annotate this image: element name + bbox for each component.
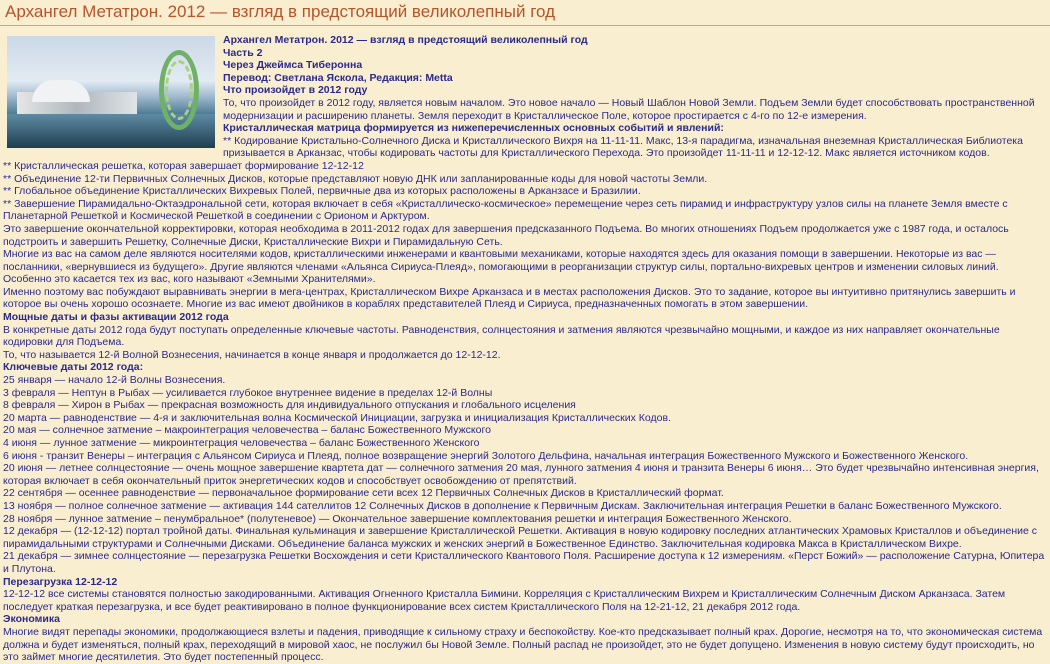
section-subheading: Мощные даты и фазы активации 2012 года: [3, 311, 229, 324]
section-subheading: Перезагрузка 12-12-12: [3, 575, 118, 588]
photo-dome: [32, 80, 90, 102]
section-subheading: Кристаллическая матрица формируется из нижеперечисленных основных событий и явлений:: [223, 122, 724, 135]
paragraph: 20 марта — равноденствие — 4-я и заключительная волна Космической Инициации, загрузка и инициализация Кристаллических Кодов.: [3, 411, 671, 424]
section-heading: Что произойдет в 2012 году: [223, 84, 368, 97]
paragraph: 6 июня - транзит Венеры – интеграция с Альянсом Сириуса и Плеяд, полное возвращение энергий Золотого Дельфина, начальная интеграция Божественного Мужского и Божественного Женского.: [3, 449, 969, 462]
paragraph: То, что называется 12-й Волной Вознесения, начинается в конце января и продолжается до 12-12-12.: [3, 348, 501, 361]
paragraph: ** Завершение Пирамидально-Октаэдрональной сети, которая включает в себя «Кристаллическо-космическое» перемещение через сеть пирамид и инфраструктуру узлов силы на планете Земля вместе с Планетарной Решеткой и Космической Решеткой в соединении с Орионом и Арктуром.: [3, 197, 1008, 223]
paragraph: 20 июня — летнее солнцестояние — очень мощное завершение квартета дат — солнечного затмения 20 мая, лунного затмения 4 июня и транзита Венеры 6 июня… Это будет чрезвычайно интенсивная энергия, которая включает в себя окончательный приток энергетических кодов и способствует освобождению от препятствий.: [3, 462, 1039, 487]
paragraph: Многие видят перепады экономики, продолжающиеся взлеты и падения, приводящие к сильному страху и беспокойству. Кое-кто предсказывает полный крах. Дорогие, несмотря на то, что экономическая система должна и будет изменяться, полный крах, переходящий в мировой хаос, не послужил бы Новой Земле. Полный распад не произойдет, это не будет допущено. Изменения в новую систему будут происходить, но это займет многие десятилетия. Это будет постепенный процесс.: [3, 625, 1043, 664]
paragraph: Это завершение окончательной корректировки, которая необходима в 2011-2012 годах для завершения предсказанного Подъема. Во многих отношениях Подъем продолжается уже с 1987 года, и осталось подстроить и завершить Решетку, Солнечные Диски, Кристаллические Вихри и Пирамидальную Сеть.: [3, 222, 1009, 248]
paragraph: 3 февраля — Нептун в Рыбах — усиливается глубокое внутреннее видение в пределах 12-й Волны: [3, 386, 493, 399]
paragraph: Многие из вас на самом деле являются носителями кодов, кристаллическими инженерами и квантовыми механиками, которые находятся здесь для оказания помощи в завершении. Некоторые из вас — посланники, «вернувшиеся из будущего». Другие являются членами «Альянса Сириуса-Плеяд», помогающими в реорганизации структур силы, портально-вихревых центров и изменении силовых линий. Особенно это касается тех из вас, кого называют «Земными Хранителями».: [3, 248, 999, 286]
paragraph: В конкретные даты 2012 года будут поступать определенные ключевые частоты. Равноденствия, солнцестояния и затмения являются чрезвычайно мощными, и каждое из них направляет окончательные кодировки для Подъема.: [3, 323, 1000, 349]
section-subheading: Ключевые даты 2012 года:: [3, 361, 144, 374]
article-heading: Архангел Метатрон. 2012 — взгляд в предстоящий великолепный год: [223, 34, 588, 46]
article-part: Часть 2: [223, 46, 263, 59]
paragraph: 22 сентября — осеннее равноденствие — первоначальное формирование сети всех 12 Первичных Солнечных Дисков в Кристаллический формат.: [3, 487, 724, 500]
paragraph-list: [3, 97, 1046, 664]
paragraph: ** Кристаллическая решетка, которая завершает формирование 12-12-12: [3, 159, 364, 172]
paragraph: 20 мая — солнечное затмение – макроинтеграция человечества – баланс Божественного Мужского: [3, 424, 491, 437]
article-content: [0, 26, 1050, 664]
section-subheading: Экономика: [3, 613, 60, 626]
page-title: Архангел Метатрон. 2012 — взгляд в предстоящий великолепный год: [0, 0, 1050, 26]
paragraph: 4 июня — лунное затмение — микроинтеграция человечества – баланс Божественного Женского: [3, 437, 480, 449]
paragraph: 8 февраля — Хирон в Рыбах — прекрасная возможность для индивидуального отпускания и глобального исцеления: [3, 399, 576, 412]
paragraph: 25 января — начало 12-й Волны Вознесения.: [3, 374, 226, 387]
article-photo: [7, 36, 215, 148]
paragraph: 12 декабря — (12-12-12) портал тройной даты. Финальная кульминация и завершение Кристаллической Решетки. Активация в новую кодировку последних атлантических Храмовых Кристаллов и объединение с пирамидальными структурами и Солнечными Дисками. Объединение баланса мужских и женских энергий в Божественное Единство. Заключительная кодировка Макса в Кристаллическом Вихре.: [3, 525, 1037, 550]
article-channel: Через Джеймса Тиберонна: [223, 59, 363, 72]
paragraph: 12-12-12 все системы становятся полностью закодированными. Активация Огненного Кристалла Бимини. Корреляция с Кристаллическим Вихрем и Кристаллическим Солнечным Диском Арканзаса. Затем последует краткая перезагрузка, и все будет реактивировано в полное функционирование всех систем Кристаллического Поля на 12-21-12, 21 декабря 2012 года.: [3, 588, 1006, 613]
paragraph: ** Объединение 12-ти Первичных Солнечных Дисков, которые представляют новую ДНК или запланированные коды для новой частоты Земли.: [3, 172, 708, 185]
paragraph: То, что произойдет в 2012 году, является новым началом. Это новое начало — Новый Шаблон Новой Земли. Подъем Земли будет способствовать пространственной модернизации и расширению планеты. Земля переходит в Кристаллическое Поле, которое простирается с 4-го по 12-е измерения.: [223, 96, 1035, 122]
paragraph: 21 декабря — зимнее солнцестояние — перезагрузка Решетки Восхождения и сети Кристаллического Квантового Поля. Расширение доступа к 12 измерениям. «Перст Божий» — расположение Сатурна, Юпитера и Плутона.: [3, 550, 1045, 575]
paragraph: ** Кодирование Кристально-Солнечного Диска и Кристаллического Вихря на 11-11-11. Макс, 13-я парадигма, изначальная внеземная Кристаллическая Библиотека призывается в Арканзас, чтобы кодировать частоты для Кристаллического Перехода. Это произойдет 11-11-11 и 12-12-12. Макс является источником кодов.: [223, 134, 1023, 160]
photo-ring-inner: [165, 60, 193, 120]
paragraph: ** Глобальное объединение Кристаллических Вихревых Полей, первичные два из которых расположены в Арканзасе и Бразилии.: [3, 185, 641, 198]
paragraph: 28 ноября — лунное затмение – пенумбральное* (полутеневое) — Окончательное завершение комплектования решетки и интеграция Божественного Женского.: [3, 512, 792, 525]
article-translation: Перевод: Светлана Яскола, Редакция: Metta: [223, 71, 453, 84]
paragraph: Именно поэтому вас побуждают выравнивать энергии в мега-центрах, Кристаллическом Вихре Арканзаса и в местах расположения Дисков. Это то задание, которое вы интуитивно притянулись завершить и которое вы очень хорошо осознаете. Многие из вас имеют двойников в кораблях представителей Плеяд и Сириуса, предназначенных помогать в этом завершении.: [3, 285, 1016, 311]
paragraph: 13 ноября — полное солнечное затмение — активация 144 сателлитов 12 Солнечных Дисков в дополнение к Первичным Дискам. Заключительная интеграция Решетки в баланс Божественного Мужского.: [3, 499, 1002, 512]
